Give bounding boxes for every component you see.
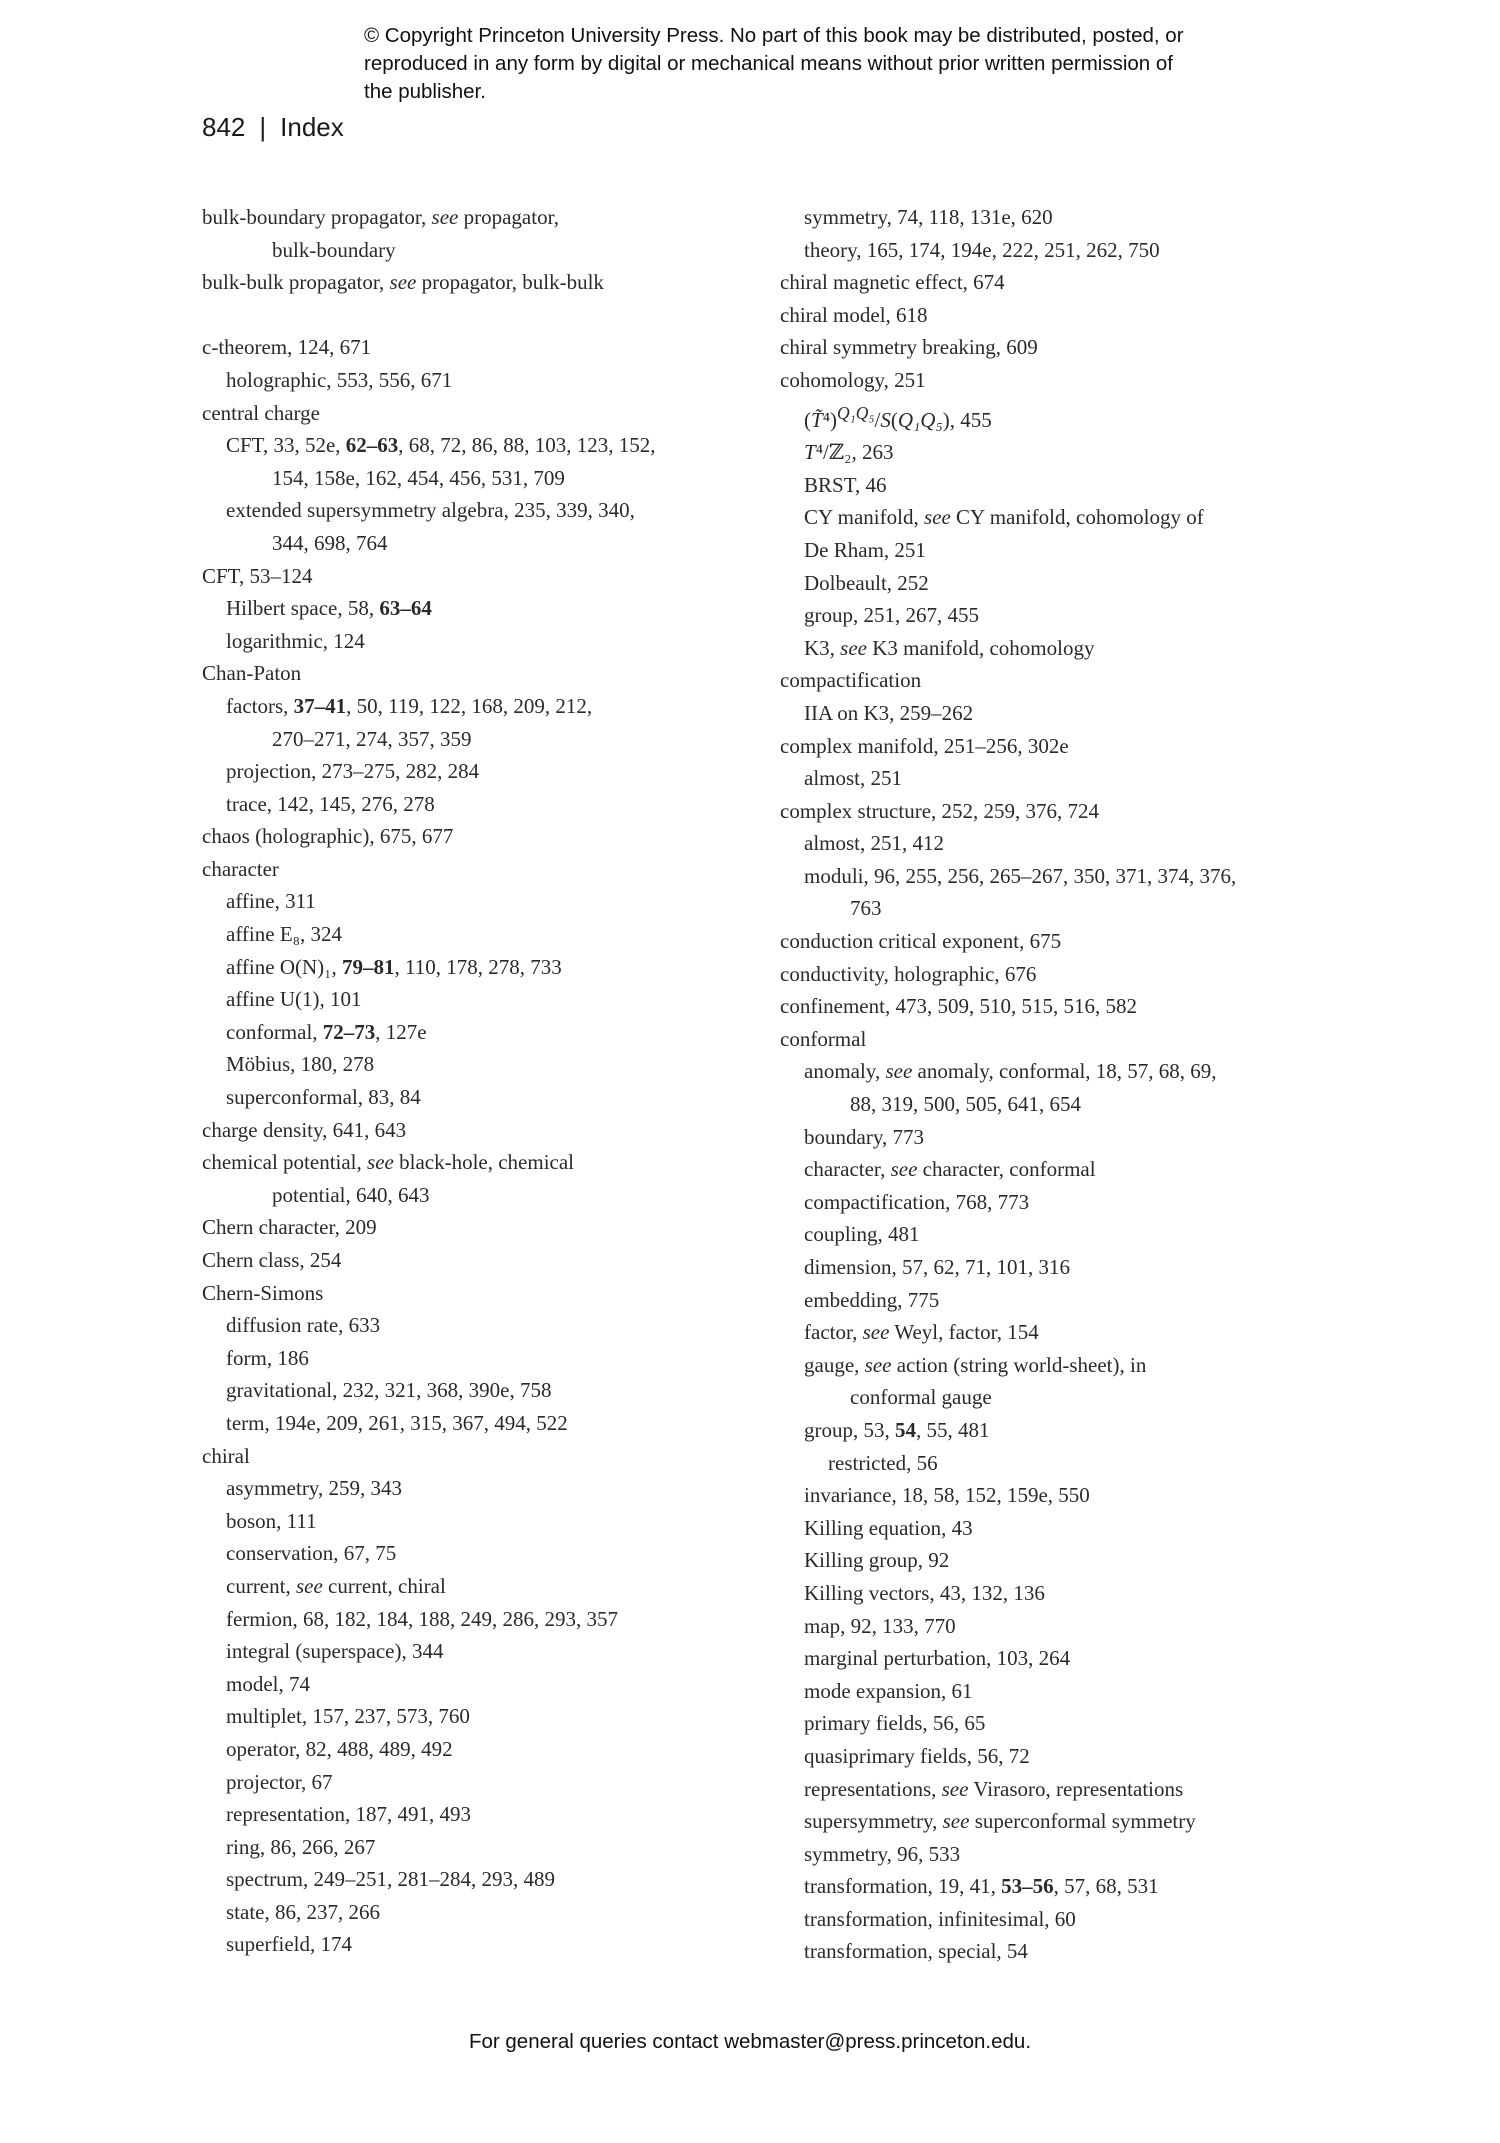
index-entry-continuation: 154, 158e, 162, 454, 456, 531, 709 [272, 465, 565, 490]
index-entry: embedding, 775 [804, 1287, 940, 1312]
index-entry: factors, 37–41, 50, 119, 122, 168, 209, 212, [226, 693, 593, 718]
index-entry: map, 92, 133, 770 [804, 1613, 956, 1638]
index-entry: complex structure, 252, 259, 376, 724 [780, 798, 1100, 823]
index-entry: fermion, 68, 182, 184, 188, 249, 286, 293, 357 [226, 1606, 618, 1631]
index-entry: CFT, 53–124 [202, 563, 313, 588]
index-entry: group, 53, 54, 55, 481 [804, 1417, 990, 1442]
index-entry-continuation: bulk-boundary [272, 237, 396, 262]
index-entry: diffusion rate, 633 [226, 1313, 381, 1338]
page-number: 842 [202, 112, 246, 142]
index-entry: compactification [780, 668, 922, 693]
index-entry: boundary, 773 [804, 1124, 924, 1149]
index-entry: Killing vectors, 43, 132, 136 [804, 1580, 1045, 1605]
index-entry: T⁴/ℤ₂, 263 [804, 440, 894, 465]
index-entry: quasiprimary fields, 56, 72 [804, 1743, 1030, 1768]
index-entry: group, 251, 267, 455 [804, 603, 979, 628]
index-entry: projection, 273–275, 282, 284 [226, 759, 480, 784]
index-entry: representations, see Virasoro, representations [804, 1776, 1184, 1801]
index-entry: transformation, 19, 41, 53–56, 57, 68, 531 [804, 1874, 1159, 1899]
index-entry: CFT, 33, 52e, 62–63, 68, 72, 86, 88, 103, 123, 152, [226, 433, 656, 458]
index-entry: anomaly, see anomaly, conformal, 18, 57, 68, 69, [804, 1059, 1217, 1084]
index-entry: conformal [780, 1026, 867, 1051]
index-entry: bulk-bulk propagator, see propagator, bulk-bulk [202, 270, 604, 295]
index-entry: symmetry, 96, 533 [804, 1841, 961, 1866]
index-entry: current, see current, chiral [226, 1573, 446, 1598]
index-entry: Killing equation, 43 [804, 1515, 973, 1540]
index-entry: character [202, 856, 279, 881]
index-gap [202, 299, 762, 332]
index-entry: conduction critical exponent, 675 [780, 929, 1062, 954]
index-entry: state, 86, 237, 266 [226, 1899, 380, 1924]
index-entry: spectrum, 249–251, 281–284, 293, 489 [226, 1867, 555, 1892]
index-entry: moduli, 96, 255, 256, 265–267, 350, 371, 374, 376, [804, 863, 1237, 888]
index-entry-continuation: conformal gauge [850, 1385, 992, 1410]
index-entry: trace, 142, 145, 276, 278 [226, 791, 435, 816]
section-title: Index [280, 112, 344, 142]
index-entry: projector, 67 [226, 1769, 333, 1794]
index-entry: dimension, 57, 62, 71, 101, 316 [804, 1255, 1070, 1279]
index-entry: affine, 311 [226, 889, 316, 914]
index-entry: factor, see Weyl, factor, 154 [804, 1320, 1039, 1345]
index-entry: mode expansion, 61 [804, 1678, 973, 1703]
index-entry: conservation, 67, 75 [226, 1541, 397, 1566]
index-entry: Chan-Paton [202, 661, 302, 686]
index-entry: symmetry, 74, 118, 131e, 620 [804, 205, 1053, 229]
index-entry: Dolbeault, 252 [804, 570, 929, 595]
index-entry: representation, 187, 491, 493 [226, 1802, 471, 1827]
header-separator: | [259, 112, 267, 142]
index-entry: logarithmic, 124 [226, 628, 365, 653]
index-entry: chiral magnetic effect, 674 [780, 270, 1005, 295]
index-entry: affine U(1), 101 [226, 987, 362, 1012]
index-entry: transformation, special, 54 [804, 1939, 1028, 1964]
index-entry: Möbius, 180, 278 [226, 1052, 375, 1077]
index-entry-continuation: 88, 319, 500, 505, 641, 654 [850, 1092, 1081, 1117]
index-entry: term, 194e, 209, 261, 315, 367, 494, 522 [226, 1410, 568, 1435]
index-entry: conformal, 72–73, 127e [226, 1019, 427, 1044]
index-entry: Chern-Simons [202, 1280, 324, 1305]
index-entry: transformation, infinitesimal, 60 [804, 1906, 1076, 1931]
index-entry: chiral [202, 1443, 250, 1468]
index-column-left [202, 201, 762, 1961]
index-entry: invariance, 18, 58, 152, 159e, 550 [804, 1483, 1090, 1508]
index-entry: gravitational, 232, 321, 368, 390e, 758 [226, 1378, 552, 1403]
index-entry: Chern character, 209 [202, 1215, 377, 1240]
index-entry: character, see character, conformal [804, 1157, 1096, 1182]
index-entry: charge density, 641, 643 [202, 1117, 407, 1142]
index-entry: almost, 251 [804, 766, 902, 791]
index-entry: coupling, 481 [804, 1222, 920, 1247]
index-entry: confinement, 473, 509, 510, 515, 516, 582 [780, 994, 1137, 1019]
index-entry: multiplet, 157, 237, 573, 760 [226, 1704, 470, 1729]
index-entry-continuation: 344, 698, 764 [272, 530, 388, 555]
index-entry: chaos (holographic), 675, 677 [202, 824, 454, 849]
index-entry: affine O(N)₁, 79–81, 110, 178, 278, 733 [226, 954, 562, 979]
index-entry: asymmetry, 259, 343 [226, 1476, 402, 1501]
index-entry: form, 186 [226, 1345, 309, 1370]
index-entry-continuation: potential, 640, 643 [272, 1182, 430, 1207]
index-entry: chemical potential, see black-hole, chemical [202, 1150, 575, 1175]
index-entry: marginal perturbation, 103, 264 [804, 1646, 1071, 1671]
index-entry: complex manifold, 251–256, 302e [780, 733, 1069, 758]
index-entry: model, 74 [226, 1671, 310, 1696]
index-entry: bulk-boundary propagator, see propagator, [202, 205, 559, 229]
index-entry: Killing group, 92 [804, 1548, 950, 1573]
index-entry: supersymmetry, see superconformal symmetry [804, 1809, 1196, 1834]
index-entry: almost, 251, 412 [804, 831, 944, 856]
index-entry: c-theorem, 124, 671 [202, 335, 372, 360]
index-entry: primary fields, 56, 65 [804, 1711, 986, 1736]
index-entry: operator, 82, 488, 489, 492 [226, 1736, 453, 1761]
index-entry: (T̃⁴)$^{Q_1Q_5}$/S(Q₁Q₅), 455 [804, 402, 992, 432]
index-entry: gauge, see action (string world-sheet), in [804, 1352, 1147, 1377]
index-entry: restricted, 56 [828, 1450, 938, 1475]
index-entry: boson, 111 [226, 1508, 317, 1533]
footer-contact: For general queries contact webmaster@press.princeton.edu. [468, 2030, 1032, 2053]
index-entry: theory, 165, 174, 194e, 222, 251, 262, 750 [804, 237, 1160, 262]
index-entry: ring, 86, 266, 267 [226, 1834, 376, 1859]
index-entry: cohomology, 251 [780, 367, 926, 392]
index-entry: affine E₈, 324 [226, 922, 342, 947]
index-entry: conductivity, holographic, 676 [780, 961, 1037, 986]
index-entry: integral (superspace), 344 [226, 1639, 444, 1664]
index-entry: compactification, 768, 773 [804, 1189, 1030, 1214]
index-entry: Hilbert space, 58, 63–64 [226, 596, 432, 621]
index-entry: superconformal, 83, 84 [226, 1085, 421, 1110]
index-entry: superfield, 174 [226, 1932, 352, 1957]
index-entry: chiral symmetry breaking, 609 [780, 335, 1038, 360]
index-entry-continuation: 270–271, 274, 357, 359 [272, 726, 472, 751]
index-entry: chiral model, 618 [780, 302, 928, 327]
index-entry: De Rham, 251 [804, 537, 926, 562]
running-header [202, 112, 344, 143]
index-entry-continuation: 763 [850, 896, 882, 921]
index-entry: central charge [202, 400, 320, 425]
index-entry: CY manifold, see CY manifold, cohomology of [804, 505, 1204, 530]
copyright-notice: © Copyright Princeton University Press. No part of this book may be distributed, posted, or reproduced in any form by digital or mechanical means without prior written permission of the publisher. [364, 24, 1184, 103]
index-entry: holographic, 553, 556, 671 [226, 367, 453, 392]
index-entry: IIA on K3, 259–262 [804, 700, 974, 725]
index-entry: extended supersymmetry algebra, 235, 339, 340, [226, 498, 635, 523]
index-entry: Chern class, 254 [202, 1248, 342, 1272]
index-entry: BRST, 46 [804, 472, 887, 497]
index-entry: K3, see K3 manifold, cohomology [804, 635, 1095, 660]
index-column-right [780, 201, 1340, 1968]
